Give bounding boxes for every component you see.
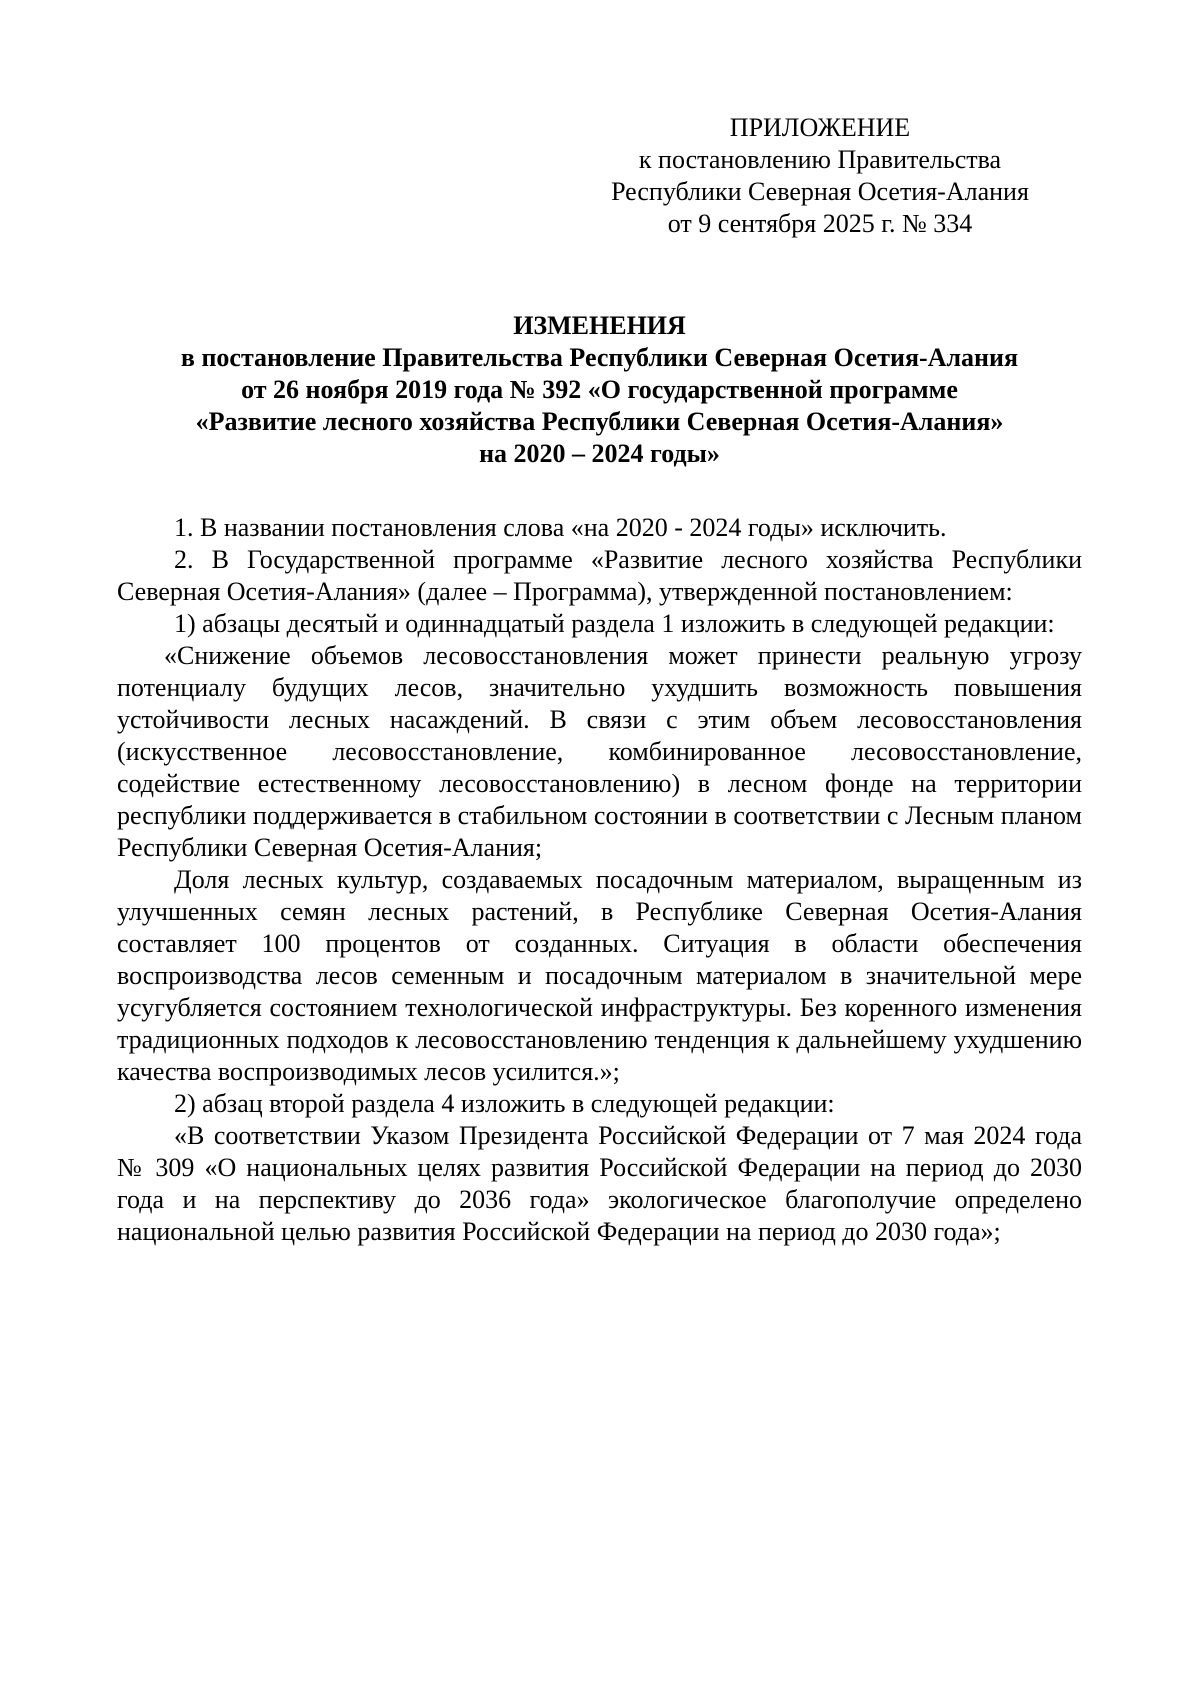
appendix-line: Республики Северная Осетия-Алания [611,177,1029,206]
heading-line: в постановление Правительства Республики Северная Осетия-Алания [180,343,1019,372]
appendix-block [590,112,1050,240]
heading-line: на 2020 – 2024 годы» [479,439,720,468]
paragraph: 2. В Государственной программе «Развитие лесного хозяйства Республики Северная Осетия-Алания» (далее – Программа), утвержденной постановлением: [117,545,1082,606]
appendix-line: к постановлению Правительства [638,145,1002,174]
heading-title: ИЗМЕНЕНИЯ [513,311,686,340]
paragraph: «Снижение объемов лесовосстановления может принести реальную угрозу потенциалу будущих лесов, значительно ухудшить возможность повышения устойчивости лесных насаждений. В связи с этим объем лесовосстановления (искусственное лесовосстановление, комбинированное лесовосстановление, содействие естественному лесовосстановлению) в лесном фонде на территории республики поддерживается в стабильном состоянии в соответствии с Лесным планом Республики Северная Осетия-Алания; [117,641,1082,862]
paragraph: 1) абзацы десятый и одиннадцатый раздела 1 изложить в следующей редакции: [174,609,1055,638]
document-body [117,512,1082,1248]
heading-line: «Развитие лесного хозяйства Республики Северная Осетия-Алания» [195,407,1004,436]
appendix-title: ПРИЛОЖЕНИЕ [729,113,911,142]
paragraph: 2) абзац второй раздела 4 изложить в следующей редакции: [174,1089,835,1118]
document-heading [117,310,1082,470]
heading-line: от 26 ноября 2019 года № 392 «О государственной программе [241,375,958,404]
paragraph: 1. В названии постановления слова «на 2020 - 2024 годы» исключить. [174,513,947,542]
paragraph: «В соответствии Указом Президента Российской Федерации от 7 мая 2024 года № 309 «О национальных целях развития Российской Федерации на период до 2030 года и на перспективу до 2036 года» экологическое благополучие определено национальной целью развития Российской Федерации на период до 2030 года»; [117,1121,1082,1246]
appendix-line: от 9 сентября 2025 г. № 334 [667,209,973,238]
paragraph: Доля лесных культур, создаваемых посадочным материалом, выращенным из улучшенных семян лесных растений, в Республике Северная Осетия-Алания составляет 100 процентов от созданных. Ситуация в области обеспечения воспроизводства лесов семенным и посадочным материалом в значительной мере усугубляется состоянием технологической инфраструктуры. Без коренного изменения традиционных подходов к лесовосстановлению тенденция к дальнейшему ухудшению качества воспроизводимых лесов усилится.»; [117,865,1082,1086]
